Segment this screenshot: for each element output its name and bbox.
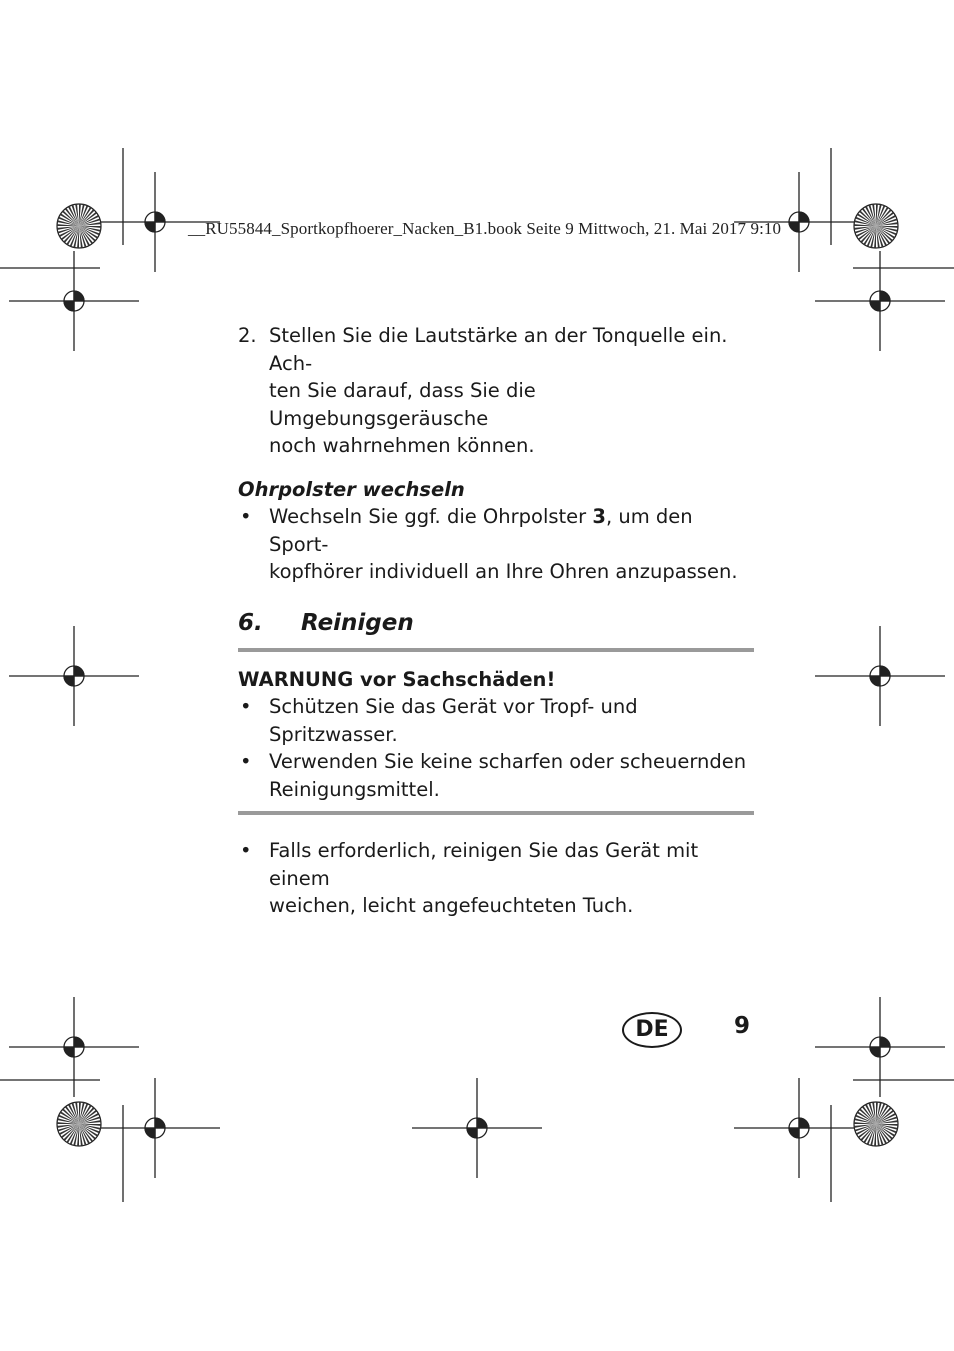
warning-top-rule xyxy=(238,648,754,652)
subheading-ear-pads: Ohrpolster wechseln xyxy=(238,477,465,501)
bullet-icon: • xyxy=(240,750,252,773)
print-slug: __RU55844_Sportkopfhoerer_Nacken_B1.book Seite 9 Mittwoch, 21. Mai 2017 9:10 xyxy=(188,219,782,238)
bullet-line: Verwenden Sie keine scharfen oder scheuernden xyxy=(269,750,747,773)
page-content xyxy=(238,322,758,920)
bullet-line: Reinigungsmittel. xyxy=(269,777,440,801)
bullet-line: Falls erforderlich, reinigen Sie das Gerät mit einem xyxy=(269,839,699,890)
bullet-line: Schützen Sie das Gerät vor Tropf- und Spritzwasser. xyxy=(269,695,638,746)
ear-pads-bullet xyxy=(238,503,758,586)
language-badge: DE xyxy=(622,1012,682,1048)
starburst-icon xyxy=(57,204,101,248)
bullet-line xyxy=(269,503,758,558)
starburst-icon xyxy=(854,204,898,248)
page-number: 9 xyxy=(734,1013,751,1039)
text-run: Wechseln Sie ggf. die Ohrpolster xyxy=(269,505,593,528)
step-line: ten Sie darauf, dass Sie die Umgebungsgeräusche xyxy=(269,379,536,430)
section-number: 6. xyxy=(238,609,263,636)
bullet-icon: • xyxy=(240,839,252,862)
warning-bullet xyxy=(238,748,758,803)
registration-target-icon xyxy=(412,1078,542,1178)
step-2 xyxy=(238,322,758,460)
step-number: 2. xyxy=(238,324,257,347)
registration-target-icon xyxy=(815,251,945,351)
step-line: noch wahrnehmen können. xyxy=(269,434,535,457)
starburst-icon xyxy=(57,1102,101,1146)
registration-target-icon xyxy=(9,997,139,1097)
registration-target-icon xyxy=(9,626,139,726)
section-title: Reinigen xyxy=(301,609,414,636)
bullet-icon: • xyxy=(240,695,252,718)
part-number: 3 xyxy=(592,505,606,528)
section-heading xyxy=(238,610,758,640)
cleaning-bullet xyxy=(238,837,758,920)
step-line: Stellen Sie die Lautstärke an der Tonquelle ein. Ach- xyxy=(269,324,728,375)
registration-target-icon xyxy=(734,1078,864,1178)
bullet-line: kopfhörer individuell an Ihre Ohren anzupassen. xyxy=(269,560,738,583)
registration-target-icon xyxy=(9,251,139,351)
registration-target-icon xyxy=(90,1078,220,1178)
warning-title: WARNUNG vor Sachschäden! xyxy=(238,667,556,691)
bullet-line: weichen, leicht angefeuchteten Tuch. xyxy=(269,894,634,917)
registration-target-icon xyxy=(815,626,945,726)
bullet-icon: • xyxy=(240,505,252,528)
warning-bullet xyxy=(238,693,758,748)
starburst-icon xyxy=(854,1102,898,1146)
text-run: , um den Sport- xyxy=(269,505,693,556)
warning-bottom-rule xyxy=(238,811,754,815)
registration-target-icon xyxy=(815,997,945,1097)
